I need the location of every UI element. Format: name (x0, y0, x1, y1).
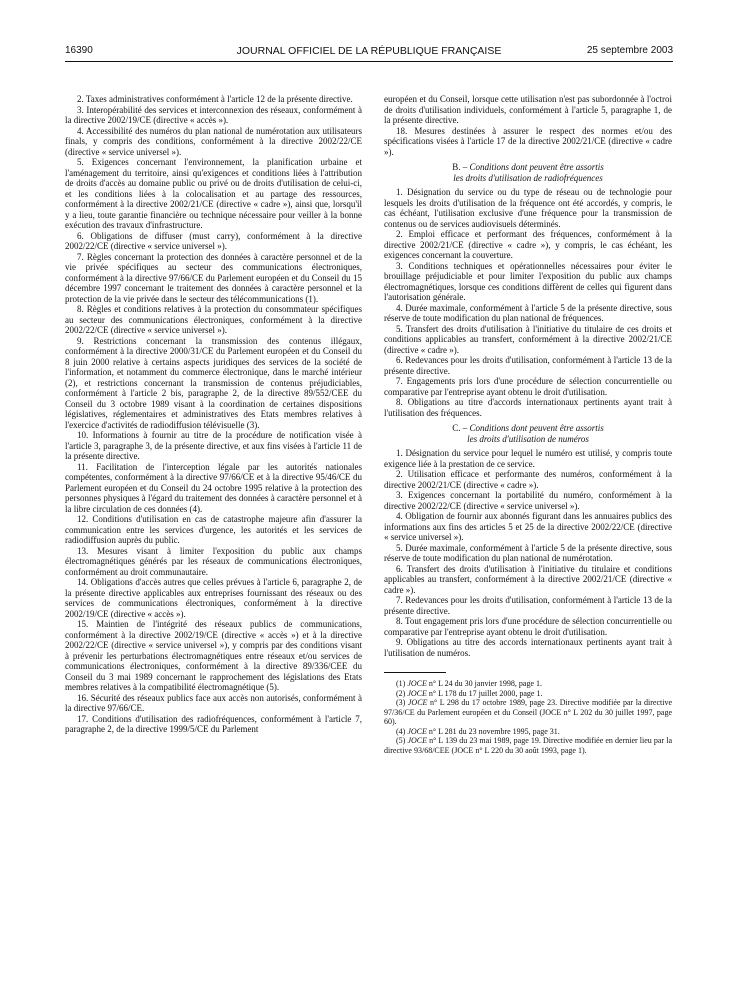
footnote-number: (1) (396, 679, 406, 688)
publication-date: 25 septembre 2003 (586, 45, 673, 56)
section-b-title-line2: les droits d'utilisation de radiofréquences (453, 172, 603, 183)
section-c-title-line1: Conditions dont peuvent être assortis (469, 423, 604, 433)
footnote-number: (3) (396, 698, 406, 707)
footnote-text: n° L 24 du 30 janvier 1998, page 1. (426, 679, 542, 688)
footnote-source: JOCE (407, 698, 428, 707)
list-item: 8. Tout engagement pris lors d'une procédure de sélection concurrentielle ou comparative par l'entreprise ayant obtenu le droit d'utilisation. (384, 616, 672, 637)
list-item: 5. Exigences concernant l'environnement, la planification urbaine et l'aménagement du territoire, ainsi qu'exigences et conditions liées à l'attribution de droits d'accès au domaine public ou privé ou de droits d'utilisation de celui-ci, et les conditions liées à la colocalisation et au partage des ressources, conformément à la directive 2002/21/CE (directive « cadre »), ainsi que, lorsqu'il y a lieu, toute garantie financière ou technique nécessaire pour veiller à la bonne exécution des travaux d'infrastructure. (65, 157, 362, 230)
footnote-source: JOCE (407, 679, 427, 688)
list-item: 6. Redevances pour les droits d'utilisation, conformément à l'article 13 de la présente directive. (384, 355, 672, 376)
list-item: 4. Accessibilité des numéros du plan national de numérotation aux utilisateurs finals, y compris des conditions, conformément à la directive 2002/22/CE (directive « service universel »). (65, 125, 362, 157)
section-c-title-line2: les droits d'utilisation de numéros (467, 433, 589, 444)
footnote-number: (4) (396, 726, 406, 736)
list-item: 7. Redevances pour les droits d'utilisation, conformément à l'article 13 de la présente directive. (384, 595, 672, 616)
list-item: 15. Maintien de l'intégrité des réseaux publics de communications, conformément à la directive 2002/19/CE (directive « accès ») et à la directive 2002/22/CE (directive « service universel »), y compris par des conditions visant à prévenir les perturbations électromagnétiques entre réseaux et/ou services de communications électroniques, conformément à la directive 89/336/CEE du Conseil du 3 mai 1989 concernant le rapprochement des législations des Etats membres relatives à la compatibilité électromagnétique (5). (65, 619, 362, 692)
footnote-number: (5) (396, 736, 406, 745)
section-c-heading (384, 423, 672, 444)
list-item: 13. Mesures visant à limiter l'exposition du public aux champs électromagnétiques générés par les réseaux de communications électroniques, conformément au droit communautaire. (65, 545, 362, 577)
header-rule (65, 61, 673, 62)
section-c-label: C. – (452, 423, 468, 433)
list-item: 6. Transfert des droits d'utilisation à l'initiative du titulaire et conditions applicables au transfert, conformément à la directive 2002/21/CE (directive « cadre »). (384, 563, 672, 595)
list-item: 12. Conditions d'utilisation en cas de catastrophe majeure afin d'assurer la communication entre les services d'urgence, les autorités et les services de radiodiffusion auprès du public. (65, 514, 362, 545)
footnote-source: JOCE (407, 736, 427, 745)
footnote (384, 689, 672, 699)
list-item: 9. Obligations au titre des accords internationaux pertinents ayant trait à l'utilisation de numéros. (384, 637, 672, 658)
list-item: 3. Conditions techniques et opérationnelles nécessaires pour éviter le brouillage préjudiciable et pour limiter l'exposition du public aux champs électromagnétiques, lorsque ces conditions diffèrent de celles qui figurent dans l'autorisation générale. (384, 260, 672, 302)
footnote-source: JOCE (407, 688, 427, 698)
footnote (384, 679, 672, 689)
list-item: 8. Règles et conditions relatives à la protection du consommateur spécifiques au secteur des communications électroniques, conformément à la directive 2002/22/CE (directive « service universel »). (65, 304, 362, 335)
list-item: 8. Obligations au titre d'accords internationaux pertinents ayant trait à l'utilisation des fréquences. (384, 397, 672, 418)
list-item: 11. Facilitation de l'interception légale par les autorités nationales compétentes, conformément à la directive 97/66/CE et à la directive 95/46/CE du Parlement européen et du Conseil du 24 octobre 1995 relative à la protection des personnes physiques à l'égard du traitement des données à caractère personnel et à la libre circulation de ces données (4). (65, 461, 362, 514)
list-item: 2. Taxes administratives conformément à l'article 12 de la présente directive. (77, 94, 353, 104)
list-item: 10. Informations à fournir au titre de la procédure de notification visée à l'article 3, paragraphe 3, de la présente directive, et aux fins visées à l'article 11 de la présente directive. (65, 430, 362, 461)
list-item: 18. Mesures destinées à assurer le respect des normes et/ou des spécifications visées à l'article 17 de la directive 2002/21/CE (directive « cadre »). (384, 125, 672, 157)
page-number: 16390 (65, 45, 93, 56)
footnote-rule (384, 672, 446, 673)
list-item: 1. Désignation du service pour lequel le numéro est utilisé, y compris toute exigence liée à la prestation de ce service. (384, 448, 672, 469)
list-item: 2. Utilisation efficace et performante des numéros, conformément à la directive 2002/21/CE (directive « cadre »). (384, 469, 672, 490)
list-item: 1. Désignation du service ou du type de réseau ou de technologie pour lesquels les droits d'utilisation de la fréquence ont été accordés, y compris, le cas échéant, l'utilisation exclusive d'une fréquence pour la transmission de contenus ou de services audiovisuels déterminés. (384, 187, 672, 229)
right-column (384, 94, 672, 755)
list-item: 3. Exigences concernant la portabilité du numéro, conformément à la directive 2002/22/CE (directive « service universel »). (384, 490, 672, 511)
list-item: 7. Engagements pris lors d'une procédure de sélection concurrentielle ou comparative par l'entreprise ayant obtenu le droit d'utilisation. (384, 376, 672, 397)
page-header (65, 45, 673, 61)
list-item: 4. Obligation de fournir aux abonnés figurant dans les annuaires publics des informations aux fins des articles 5 et 25 de la directive 2002/22/CE (directive « service universel »). (384, 511, 672, 542)
list-item: 3. Interopérabilité des services et interconnexion des réseaux, conformément à la directive 2002/19/CE (directive « accès »). (65, 104, 362, 125)
footnote-text: n° L 139 du 23 mai 1989, page 19. Directive modifiée en dernier lieu par la directive 93/68/CEE (JOCE n° L 220 du 30 août 1993, page 1). (384, 736, 672, 755)
footnote-text: n° L 281 du 23 novembre 1995, page 31. (426, 726, 560, 736)
left-column (65, 94, 362, 735)
list-item: 5. Transfert des droits d'utilisation à l'initiative du titulaire de ces droits et conditions applicables au transfert, conformément à la directive 2002/21/CE (directive « cadre »). (384, 323, 672, 355)
footnote-text: n° L 178 du 17 juillet 2000, page 1. (426, 688, 543, 698)
list-item: 14. Obligations d'accès autres que celles prévues à l'article 6, paragraphe 2, de la présente directive applicables aux entreprises fournissant des réseaux ou des services de communications électroniques, conformément à la directive 2002/19/CE (directive « accès »). (65, 577, 362, 619)
journal-title: JOURNAL OFFICIEL DE LA RÉPUBLIQUE FRANÇAISE (236, 45, 502, 57)
list-item: 7. Règles concernant la protection des données à caractère personnel et de la vie privée spécifiques au secteur des communications électroniques, conformément à la directive 97/66/CE du Parlement européen et du Conseil du 15 décembre 1997 concernant le traitement des données à caractère personnel et la protection de la vie privée dans le secteur des télécommunications (1). (65, 251, 362, 304)
section-b-title-line1: Conditions dont peuvent être assortis (469, 162, 604, 172)
footnote (384, 727, 672, 737)
footnote-source: JOCE (407, 726, 427, 736)
section-b-heading (384, 162, 672, 183)
list-item: 9. Restrictions concernant la transmission des contenus illégaux, conformément à la directive 2000/31/CE du Parlement européen et du Conseil du 8 juin 2000 relative à certains aspects juridiques des services de la société de l'information, et notamment du commerce électronique, dans le marché intérieur (2), et restrictions concernant la transmission de contenus préjudiciables, conformément à l'article 2 bis, paragraphe 2, de la directive 89/552/CEE du Conseil du 3 octobre 1989 visant à la coordination de certaines dispositions législatives, réglementaires et administratives des Etats membres relatives à l'exercice d'activités de radiodiffusion télévisuelle (3). (65, 335, 362, 430)
list-item: 6. Obligations de diffuser (must carry), conformément à la directive 2002/22/CE (directive « service universel »). (65, 230, 362, 251)
footnote-number: (2) (396, 688, 406, 698)
footnote (384, 736, 672, 755)
footnote (384, 698, 672, 727)
list-item: 4. Durée maximale, conformément à l'article 5 de la présente directive, sous réserve de toute modification du plan national de fréquences. (384, 302, 672, 323)
section-b-label: B. – (452, 162, 468, 172)
list-item: 2. Emploi efficace et performant des fréquences, conformément à la directive 2002/21/CE (directive « cadre »), y compris, le cas échéant, les exigences concernant la couverture. (384, 229, 672, 260)
list-item: 5. Durée maximale, conformément à l'article 5 de la présente directive, sous réserve de toute modification du plan national de numérotation. (384, 542, 672, 563)
list-item: européen et du Conseil, lorsque cette utilisation n'est pas subordonnée à l'octroi de droits d'utilisation individuels, conformément à l'article 5, paragraphe 1, de la présente directive. (384, 94, 672, 125)
list-item: 16. Sécurité des réseaux publics face aux accès non autorisés, conformément à la directive 97/66/CE. (65, 692, 362, 713)
list-item: 17. Conditions d'utilisation des radiofréquences, conformément à l'article 7, paragraphe 2, de la directive 1999/5/CE du Parlement (65, 713, 362, 734)
footnote-text: n° L 298 du 17 octobre 1989, page 23. Directive modifiée par la directive 97/36/CE du Parlement européen et du Conseil (JOCE n° L 202 du 30 juillet 1997, page 60). (384, 698, 673, 726)
